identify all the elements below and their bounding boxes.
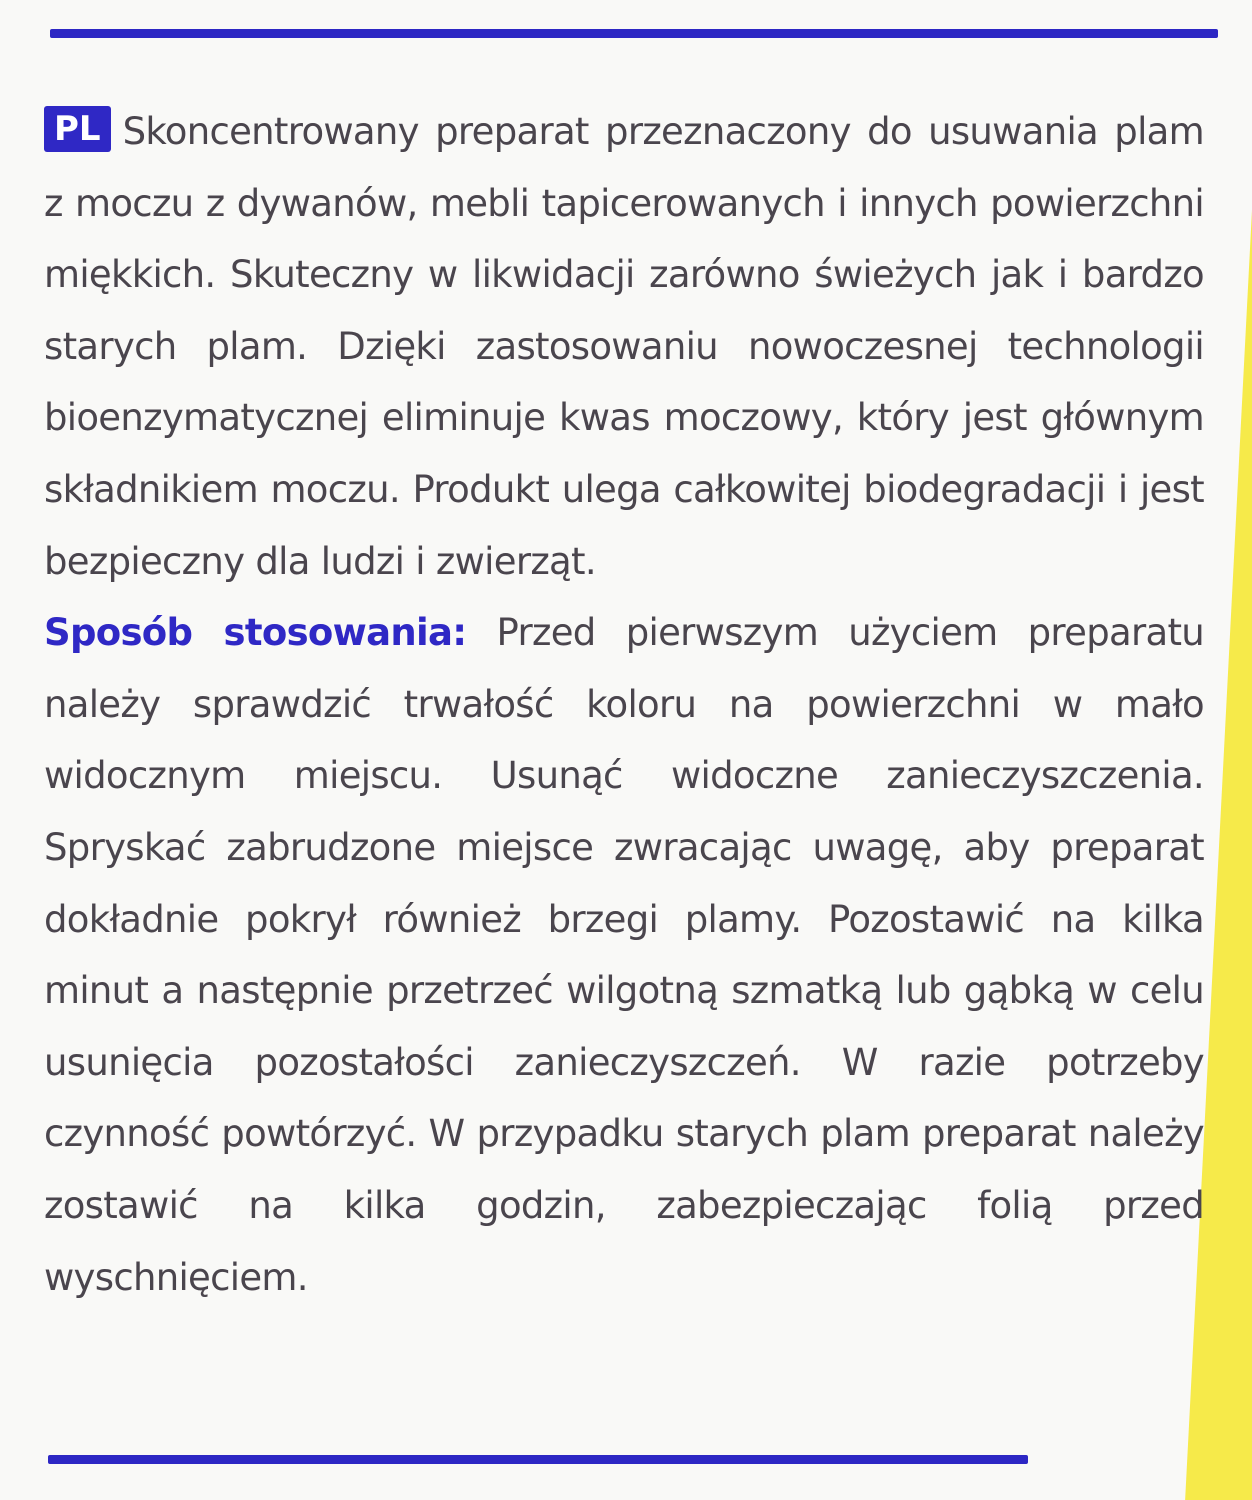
usage-text: Przed pierwszym użyciem preparatu należy sprawdzić trwałość koloru na powierzchni w mało widocznym miejscu. Usunąć widoczne zanieczyszczenia. Spryskać zabrudzone miejsce zwracając uwagę, aby preparat dokładnie pokrył również brzegi plamy. Pozostawić na kilka minut a następnie przetrzeć wilgotną szmatką lub gąbką w celu usunięcia pozostałości zanieczyszczeń. W razie potrzeby czynność powtórzyć. W przypadku starych plam preparat należy zostawić na kilka godzin, zabezpieczając folią przed wyschnięciem.: [44, 611, 1204, 1299]
intro-paragraph: [44, 96, 1204, 597]
usage-paragraph: [44, 597, 1204, 1313]
intro-text: Skoncentrowany preparat przeznaczony do usuwania plam z moczu z dywanów, mebli tapicerowanych i innych powierzchni miękkich. Skuteczny w likwidacji zarówno świeżych jak i bardzo starych plam. Dzięki zastosowaniu nowoczesnej technologii bioenzymatycznej eliminuje kwas moczowy, który jest głównym składnikiem moczu. Produkt ulega całkowitej biodegradacji i jest bezpieczny dla ludzi i zwierząt.: [44, 110, 1204, 583]
description-text-block: [44, 96, 1204, 1313]
bottom-divider: [48, 1455, 1028, 1464]
top-divider: [50, 29, 1218, 38]
language-badge: PL: [44, 106, 111, 152]
usage-heading: Sposób stosowania:: [44, 611, 467, 655]
